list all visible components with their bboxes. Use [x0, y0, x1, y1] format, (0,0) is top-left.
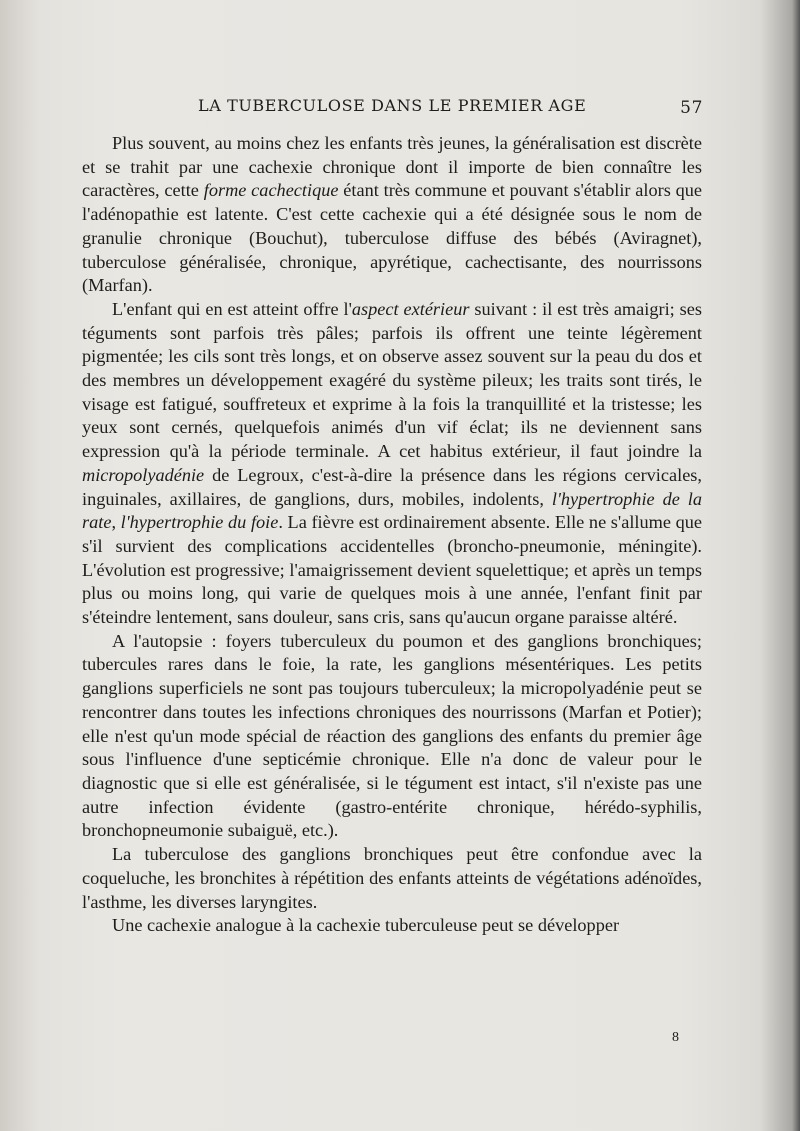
italic-term: forme cachectique	[203, 180, 339, 201]
text-run: suivant : il est très amaigri; ses téguments sont parfois très pâles; parfois ils offrent une teinte légèrement pigmentée; les cils sont très longs, et on observe assez souvent sur la peau du dos et des membres un développement exagéré du système pileux; les traits sont tirés, le visage est fatigué, souffreteux et exprime à la fois la tranquillité et la tristesse; les yeux sont cernés, quelquefois animés d'un vif éclat; ils ne deviennent sans expression qu'à la période terminale. A cet habitus extérieur, il faut joindre la	[82, 298, 702, 462]
paragraph-3	[82, 630, 702, 843]
text-run: étant très commune et pouvant s'établir alors que l'adénopathie est latente. C'est cette cachexie qui a été désignée sous le nom de granulie chronique (Bouchut), tuberculose diffuse des bébés (Aviragnet), tuberculose généralisée, chronique, apyrétique, cachectisante, des nourrissons (Marfan).	[82, 180, 703, 296]
italic-term: micropolyadénie	[82, 464, 205, 485]
paragraph-1	[82, 132, 702, 298]
page-number: 57	[680, 98, 703, 118]
text-run: de Legroux, c'est-à-dire la présence dans les régions cervicales, inguinales, axillaires, de ganglions, durs, mobiles, indolents,	[82, 464, 702, 509]
paragraph-2	[82, 298, 702, 630]
italic-term: l'hypertrophie du foie	[120, 512, 279, 533]
signature-mark: 8	[672, 1030, 679, 1045]
italic-term: l'hypertrophie de la rate	[82, 488, 702, 533]
body-text	[82, 132, 702, 938]
running-header	[198, 96, 703, 120]
text-run: A l'autopsie : foyers tuberculeux du poumon et des ganglions bronchiques; tubercules rares dans le foie, la rate, les ganglions mésentériques. Les petits ganglions superficiels ne sont pas toujours tuberculeux; la micropolyadénie peut se rencontrer dans toutes les infections chroniques des nourrissons (Marfan et Potier); elle n'est qu'un mode spécial de réaction des ganglions des enfants du premier âge sous l'influence d'une septicémie chronique. Elle n'a donc de valeur pour le diagnostic que si elle est généralisée, si le tégument est intact, s'il n'existe pas une autre infection évidente (gastro-entérite chronique, hérédo-syphilis, bronchopneumonie subaiguë, etc.).	[82, 630, 702, 841]
paragraph-4	[82, 843, 702, 914]
chapter-title: LA TUBERCULOSE DANS LE PREMIER AGE	[198, 96, 587, 115]
text-run: . La fièvre est ordinairement absente. Elle ne s'allume que s'il survient des complications accidentelles (broncho-pneumonie, méningite). L'évolution est progressive; l'amaigrissement devient squelettique; et après un temps plus ou moins long, qui varie de quelques mois à une année, l'enfant finit par s'éteindre lentement, sans douleur, sans cris, sans qu'aucun organe paraisse altéré.	[82, 512, 702, 628]
text-run: La tuberculose des ganglions bronchiques peut être confondue avec la coqueluche, les bronchites à répétition des enfants atteints de végétations adénoïdes, l'asthme, les diverses laryngites.	[82, 844, 702, 912]
text-run: L'enfant qui en est atteint offre l'	[112, 298, 352, 319]
italic-term: aspect extérieur	[351, 298, 470, 319]
text-run: Plus souvent, au moins chez les enfants très jeunes, la généralisation est discrète et se trahit par une cachexie chronique dont il importe de bien connaître les caractères, cette	[82, 133, 702, 201]
paragraph-5	[82, 914, 702, 938]
text-run: Une cachexie analogue à la cachexie tuberculeuse peut se développer	[112, 915, 620, 936]
text-run: ,	[111, 512, 121, 533]
